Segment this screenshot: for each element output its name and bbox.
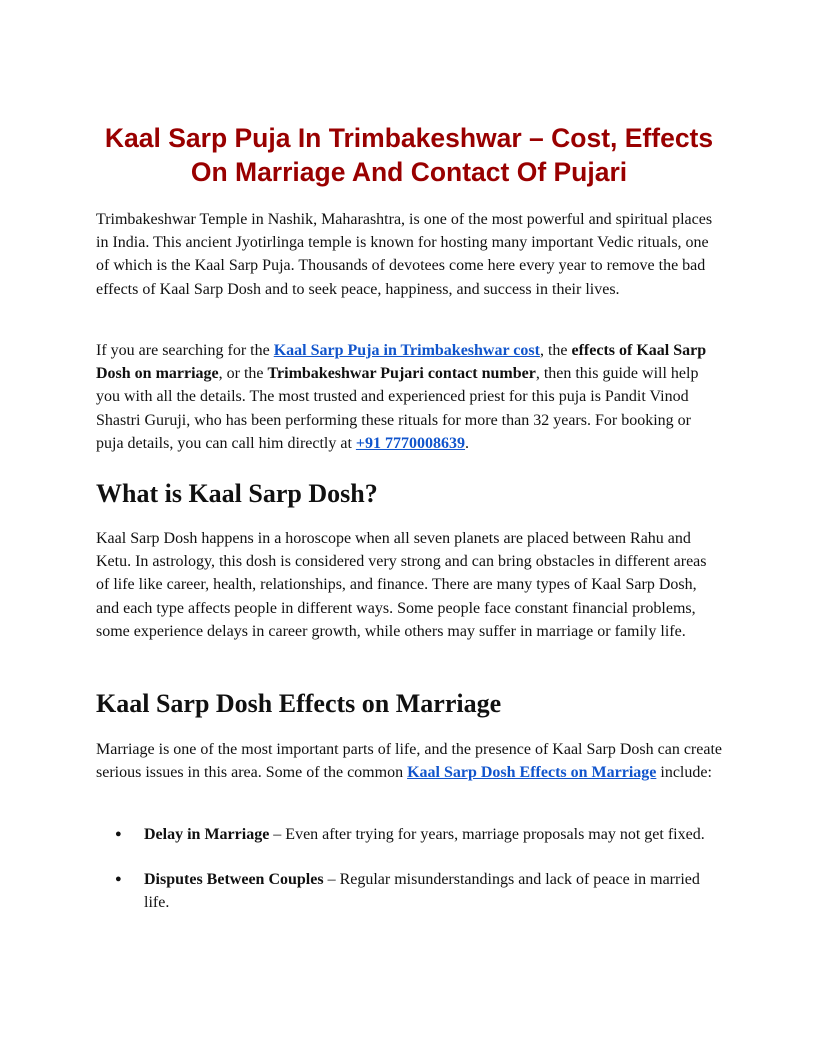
puja-cost-link[interactable]: Kaal Sarp Puja in Trimbakeshwar cost xyxy=(273,342,540,359)
list-item xyxy=(96,868,722,914)
bullet-text: – Regular misunderstandings and lack of peace in married life. xyxy=(144,871,700,912)
list-item xyxy=(96,823,722,846)
section-paragraph: Kaal Sarp Dosh happens in a horoscope when all seven planets are placed between Rahu and Ketu. In astrology, this dosh is considered very strong and can bring obstacles in different areas of life like career, health, relationships, and finance. There are many types of Kaal Sarp Dosh, and each type affects people in different ways. Some people face constant financial problems, some experience delays in career growth, while others may suffer in marriage or family life. xyxy=(96,530,707,640)
text: . xyxy=(465,434,470,452)
booking-paragraph xyxy=(96,339,722,455)
phone-link[interactable]: +91 7770008639 xyxy=(355,434,466,452)
bold-text: effects of Kaal Sarp Dosh on marriage xyxy=(96,342,707,383)
intro-paragraph: Trimbakeshwar Temple in Nashik, Maharashtra, is one of the most powerful and spiritual places in India. This ancient Jyotirlinga temple is known for hosting many important Vedic rituals, one of which is the Kaal Sarp Puja. Thousands of devotees come here every year to remove the bad effects of Kaal Sarp Dosh and to seek peace, happiness, and success in their lives. xyxy=(96,211,713,298)
text: , then this guide will help you with all the details. The most trusted and experienced priest for this puja is Pandit Vinod Shastri Guruji, who has been performing these rituals for more than 32 years. For booking or puja details, you can call him directly at xyxy=(96,365,699,452)
text: , or the xyxy=(218,365,268,383)
text: include: xyxy=(656,764,712,782)
page-title: Kaal Sarp Puja In Trimbakeshwar – Cost, Effects On Marriage And Contact Of Pujari xyxy=(104,123,714,187)
bullet-title: Disputes Between Couples xyxy=(144,871,324,889)
text: , the xyxy=(539,342,572,359)
effects-link[interactable]: Kaal Sarp Dosh Effects on Marriage xyxy=(407,764,657,782)
text: Marriage is one of the most important parts of life, and the presence of Kaal Sarp Dosh can create serious issues in this area. Some of the common xyxy=(96,741,722,782)
bullet-text: – Even after trying for years, marriage proposals may not get fixed. xyxy=(269,826,705,843)
section-heading-effects: Kaal Sarp Dosh Effects on Marriage xyxy=(96,689,502,718)
bullet-title: Delay in Marriage xyxy=(144,826,270,843)
effects-list xyxy=(96,823,722,915)
text: If you are searching for the xyxy=(96,342,274,359)
section-paragraph xyxy=(96,738,722,784)
bold-text: Trimbakeshwar Pujari contact number xyxy=(267,365,536,383)
section-heading-what-is: What is Kaal Sarp Dosh? xyxy=(96,479,378,508)
